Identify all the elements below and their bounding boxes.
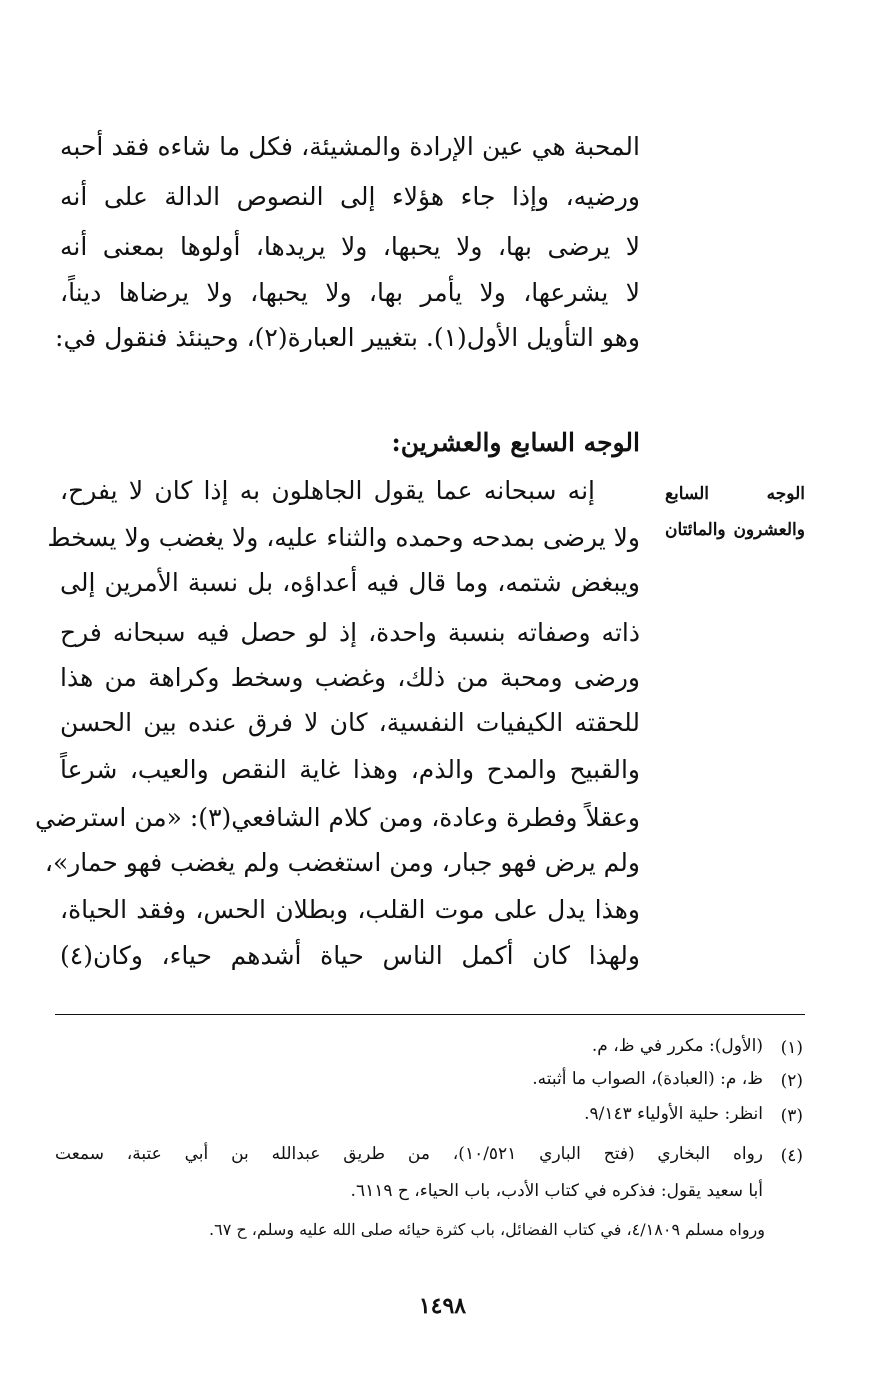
paragraph-two-line: ولهذا كان أكمل الناس حياة أشدهم حياء، وكان(٤) (60, 941, 640, 970)
paragraph-two-line: ولا يرضى بمدحه وحمده والثناء عليه، ولا يغضب ولا يسخط (47, 523, 640, 552)
paragraph-two-line: ذاته وصفاته بنسبة واحدة، إذ لو حصل فيه سبحانه فرح (60, 618, 640, 647)
footnote-divider (55, 1014, 805, 1015)
footnote-text: أبا سعيد يقول: فذكره في كتاب الأدب، باب الحياء، ح ٦١١٩. (350, 1181, 763, 1201)
paragraph-one-line: وهو التأويل الأول(١). بتغيير العبارة(٢)، وحينئذ فنقول في: (55, 323, 640, 352)
footnote-number: (٣) (780, 1106, 803, 1126)
paragraph-one-line: المحبة هي عين الإرادة والمشيئة، فكل ما شاءه فقد أحبه (60, 132, 640, 161)
footnote-text: ظ، م: (العبادة)، الصواب ما أثبته. (532, 1069, 763, 1089)
paragraph-one-line: لا يشرعها، ولا يأمر بها، ولا يحبها، ولا يرضاها ديناً، (60, 278, 640, 307)
footnote-number: (٢) (780, 1071, 803, 1091)
paragraph-two-line: ولم يرض فهو جبار، ومن استغضب ولم يغضب فهو حمار»، (44, 848, 640, 877)
paragraph-two-line: إنه سبحانه عما يقول الجاهلون به إذا كان لا يفرح، (60, 476, 595, 505)
paragraph-two-line: للحقته الكيفيات النفسية، كان لا فرق عنده بين الحسن (60, 708, 640, 737)
footnote-number: (٤) (780, 1146, 803, 1166)
paragraph-two-line: والقبيح والمدح والذم، وهذا غاية النقص والعيب، شرعاً (60, 755, 640, 784)
footnote-text: رواه البخاري (فتح الباري ١٠/٥٢١)، من طريق عبدالله بن أبي عتبة، سمعت (55, 1144, 764, 1164)
paragraph-one-line: ورضيه، وإذا جاء هؤلاء إلى النصوص الدالة على أنه (60, 182, 640, 211)
paragraph-two-line: ويبغض شتمه، وما قال فيه أعداؤه، بل نسبة الأمرين إلى (60, 568, 640, 597)
footnote-text: (الأول): مكرر في ظ، م. (591, 1036, 763, 1056)
paragraph-one-line: لا يرضى بها، ولا يحبها، ولا يريدها، أولوها بمعنى أنه (60, 232, 640, 261)
section-heading: الوجه السابع والعشرين: (391, 428, 640, 457)
paragraph-two-line: ورضى ومحبة من ذلك، وغضب وسخط وكراهة من هذا (60, 663, 640, 692)
footnote-text: انظر: حلية الأولياء ٩/١٤٣. (584, 1104, 763, 1124)
paragraph-two-line: وهذا يدل على موت القلب، وبطلان الحس، وفقد الحياة، (60, 895, 640, 924)
footnote-text: ورواه مسلم ٤/١٨٠٩، في كتاب الفضائل، باب كثرة حيائه صلى الله عليه وسلم، ح ٦٧. (209, 1220, 765, 1239)
footnote-number: (١) (780, 1038, 803, 1058)
page-number: ١٤٩٨ (418, 1293, 467, 1319)
margin-note-line: والعشرون والمائتان (665, 520, 805, 540)
margin-note-line: الوجه السابع (665, 484, 805, 504)
paragraph-two-line: وعقلاً وفطرة وعادة، ومن كلام الشافعي(٣): «من استرضي (34, 803, 640, 832)
